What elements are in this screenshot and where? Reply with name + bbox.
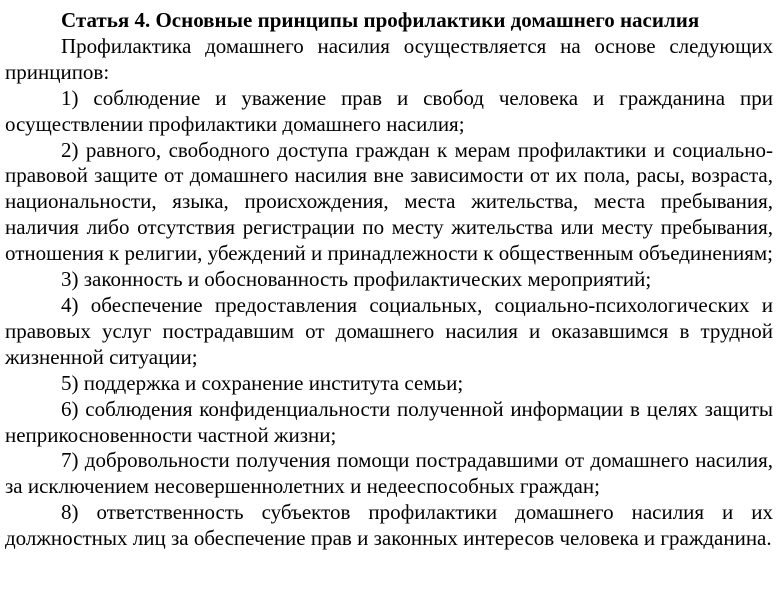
principle-item: 5) поддержка и сохранение института семьи; (61, 370, 464, 395)
article-title: Статья 4. Основные принципы профилактики домашнего насилия (61, 8, 700, 32)
principle-item: 8) ответственность субъектов профилактики домашнего насилия и их должностных лиц за обеспечение прав и законных интересов человека и гражданина. (5, 500, 773, 551)
article-intro: Профилактика домашнего насилия осуществляется на основе следующих принципов: (5, 33, 773, 84)
principle-item: 6) соблюдения конфиденциальности полученной информации в целях защиты неприкосновенности частной жизни; (5, 396, 773, 447)
principle-item: 1) соблюдение и уважение прав и свобод человека и гражданина при осуществлении профилактики домашнего насилия; (5, 85, 773, 136)
principle-item: 4) обеспечение предоставления социальных, социально-психологических и правовых услуг пострадавшим от домашнего насилия и оказавшимся в трудной жизненной ситуации; (5, 292, 773, 369)
principle-item: 7) добровольности получения помощи пострадавшими от домашнего насилия, за исключением несовершеннолетних и недееспособных граждан; (5, 448, 773, 499)
principle-item: 3) законность и обоснованность профилактических мероприятий; (61, 267, 652, 292)
principle-item: 2) равного, свободного доступа граждан к мерам профилактики и социально-правовой защите от домашнего насилия вне зависимости от их пола, расы, возраста, национальности, языка, происхождения, места жительства, места пребывания, наличия либо отсутствия регистрации по месту жительства или месту пребывания, отношения к религии, убеждений и принадлежности к общественным объединениям; (5, 137, 773, 266)
